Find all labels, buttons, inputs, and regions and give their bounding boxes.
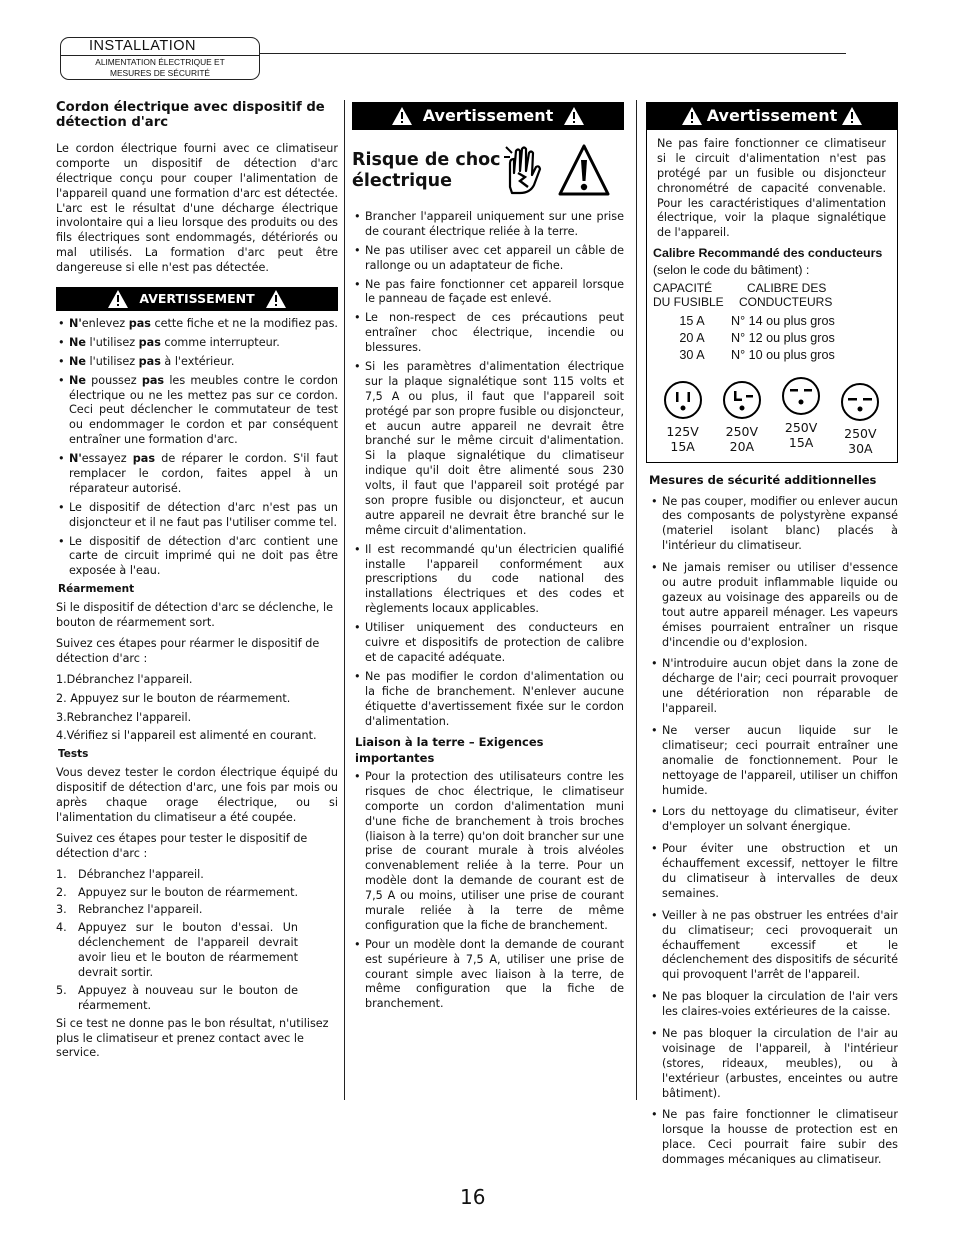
table-header-cell: CALIBRE DES [747,281,827,296]
list-item: • Brancher l'appareil uniquement sur une prise de courant électrique reliée à la terre. [352,210,624,240]
outlet-250v-20a: 250V 20A [714,380,770,456]
grounding-list [352,770,624,1012]
outlet-diagrams [653,380,890,456]
outlet-250v-15a: 250V 15A [773,376,829,456]
list-item: • Le dispositif de détection d'arc contient une carte de circuit imprimé qui ne doit pas être exposée à l'eau. [56,535,338,580]
list-item: • N'essayez pas de réparer le cordon. S'il faut remplacer le cordon, faites appel à un réparateur autorisé. [56,452,338,497]
outlet-250v-30a: 250V 30A [832,382,888,456]
conductor-box [646,130,898,463]
list-item: • Pour éviter une obstruction et un échauffement excessif, nettoyer le filtre du climatiseur à intervalles de deux semaines. [649,842,898,902]
section-subtitle-line2: MESURES DE SÉCURITÉ [109,68,211,78]
warning-triangle-icon [681,106,703,126]
list-item: • Ne pas bloquer la circulation de l'air vers les claires-voies extérieures de la caisse. [649,990,898,1020]
warning-label-col2: Avertissement [422,106,554,126]
list-item: • Ne poussez pas les meubles contre le cordon électrique ou ne les mettez pas sur ce cordon. Ceci peut déclencher le commutateur de test ou endommager le cordon et par conséquent entraîner une formation d'arc. [56,374,338,448]
danger-triangle-icon [558,144,610,198]
list-item: • Ne l'utilisez pas comme interrupteur. [56,336,338,351]
table-header-cell: CAPACITÉ [653,281,713,296]
outlet-icon [663,380,703,420]
list-item: • Ne pas faire fonctionner le climatiseur lorsque la housse de protection est en place. Ceci pourrait faire subir des dommages mécaniques au climatiseur. [649,1108,898,1168]
warning-label-col3: Avertissement [706,106,838,126]
table-row: 15 A N° 14 ou plus gros [679,314,835,329]
table-header-row [653,281,890,309]
column-divider-2 [636,100,637,1100]
conductor-table-title: Calibre Recommandé des conducteurs [653,246,883,261]
conductor-table-subtitle: (selon le code du bâtiment) : [653,263,810,278]
warning-triangle-icon [265,289,287,309]
list-item: • Ne pas bloquer la circulation de l'air au voisinage de l'appareil, à l'intérieur (stores, rideaux, meubles), ou à l'extérieur (arbustes, enceintes ou autre bâtiment). [649,1027,898,1101]
test-steps [56,868,338,1014]
tests-paragraph-2: Suivez ces étapes pour tester le dispositif de détection d'arc : [56,831,308,860]
reset-heading: Réarmement [58,583,135,596]
list-item: • Ne verser aucun liquide sur le climatiseur; ceci pourrait entraîner une anomalie de fonctionnement. Pour le nettoyage de l'appareil, utiliser un chiffon humide. [649,724,898,798]
list-item: • Ne jamais remiser ou utiliser d'essence ou autre produit inflammable liquide ou gazeux au voisinage des appareils ou de tout autre appareil ménager. Les vapeurs émises pourraient entraîner un risque d'incendie ou d'explosion. [649,561,898,650]
column-arc-cord [56,100,338,1067]
section-tab [60,37,260,81]
table-row: 30 A N° 10 ou plus gros [679,348,835,363]
arc-cord-title: Cordon électrique avec dispositif de détection d'arc [56,100,325,130]
list-item: • Ne pas utiliser avec cet appareil un câble de rallonge ou un adaptateur de fiche. [352,244,624,274]
list-item: 3.Rebranchez l'appareil. [56,710,192,724]
header-rule [260,53,846,54]
list-item: • Le dispositif de détection d'arc n'est pas un disjoncteur et il ne faut pas l'utiliser comme tel. [56,501,338,531]
column-protection [646,102,898,1175]
list-item: 1. Débranchez l'appareil. [56,867,204,881]
electric-shock-hand-icon [502,143,552,199]
extra-safety-heading: Mesures de sécurité additionnelles [649,473,877,488]
reset-paragraph-2: Suivez ces étapes pour réarmer le dispositif de détection d'arc : [56,637,320,665]
reset-steps [56,673,338,745]
list-item: • Lors du nettoyage du climatiseur, éviter d'employer un solvant énergique. [649,805,898,835]
list-item: • Il est recommandé qu'un électricien qualifié installe l'appareil conformément aux prescriptions du code national des installations électriques et des codes et règlements locaux applicables. [352,543,624,617]
table-header-cell: DU FUSIBLE [653,295,724,310]
list-item: 4.Vérifiez si l'appareil est alimenté en courant. [56,729,317,743]
tests-heading: Tests [58,748,89,761]
reset-paragraph-1: Si le dispositif de détection d'arc se déclenche, le bouton de réarmement sort. [56,601,333,630]
list-item: 2. Appuyez sur le bouton de réarmement. [56,691,291,705]
grounding-heading: Liaison à la terre – Exigences importantes [355,735,544,765]
list-item: • N'enlevez pas cette fiche et ne la modifiez pas. [56,317,338,332]
list-item: 3. Rebranchez l'appareil. [56,903,203,917]
conductor-table [653,281,890,364]
conductor-intro: Ne pas faire fonctionner ce climatiseur si le circuit d'alimentation n'est pas protégé par un fusible ou disjoncteur chronométré de capacité convenable. Pour les caractéristiques d'alimentation électrique, voir la plaque signalétique de l'appareil. [657,137,886,240]
arc-warning-list [56,317,338,579]
list-item: 1.Débranchez l'appareil. [56,672,193,686]
arc-cord-intro: Le cordon électrique fourni avec ce climatiseur comporte un dispositif de détection d'arc électrique conçu pour couper l'alimentation de l'appareil quand une formation d'arc est détectée. L'arc est le résultat d'une décharge électrique involontaire qui a lieu lorsque des produits ou des fils électriques sont endommagés, détériorés ou mal utilisés. La formation d'arc peut être dangereuse si elle n'est pas détectée. [56,142,338,275]
list-item: • Ne pas faire fonctionner cet appareil lorsque le panneau de façade est enlevé. [352,278,624,308]
shock-risk-list [352,210,624,729]
warning-triangle-icon [563,106,585,126]
list-item: • Veiller à ne pas obstruer les entrées d'air du climatiseur; ceci provoquerait un échauffement excessif et le déclenchement des dispositifs de sécurité qui provoquent l'arrêt de l'appareil. [649,909,898,983]
section-subtitle-line1: ALIMENTATION ÉLECTRIQUE ET [95,57,225,67]
section-title: INSTALLATION [60,37,260,55]
list-item: • Ne l'utilisez pas à l'extérieur. [56,355,338,370]
warning-bar-col1 [56,287,338,311]
list-item: 2. Appuyez sur le bouton de réarmement. [56,885,299,899]
outlet-icon [722,380,762,420]
list-item: 4. Appuyez sur le bouton d'essai. Un déclenchement de l'appareil devrait avoir lieu et le bouton de réarmement devrait sortir. [56,921,298,979]
list-item: • Pour la protection des utilisateurs contre les risques de choc électrique, le climatiseur comporte un cordon d'alimentation muni d'une fiche de branchement à trois broches (liaison à la terre) qu'on doit brancher sur une prise de courant murale à trois alvéoles convenablement reliée à la terre. Pour un modèle dont la demande de courant est de 7,5 A ou moins, utiliser une prise de courant murale reliée à la terre de même configuration que la fiche de branchement. [352,770,624,934]
outlet-125v-15a: 125V 15A [655,380,711,456]
list-item: • N'introduire aucun objet dans la zone de décharge de l'air; ceci pourrait provoquer une détérioration non réparable de l'appareil. [649,657,898,717]
list-item: • Si les paramètres d'alimentation électrique sur la plaque signalétique sont 115 volts et 7,5 A ou plus, il faut que l'appareil soit protégé par son propre fusible ou disjoncteur, et aucun autre appareil ne devrait être branché sur le même circuit d'alimentation. Si la plaque signalétique du climatiseur indique qu'il doit être alimenté sous 230 volts, il faut que l'appareil soit protégé par son propre fusible ou disjoncteur, et aucun autre appareil ne devrait être branché sur le même circuit d'alimentation. [352,360,624,539]
list-item: • Le non-respect de ces précautions peut entraîner choc électrique, incendie ou blessures. [352,311,624,356]
table-header-cell: CONDUCTEURS [739,295,833,310]
outlet-icon [781,376,821,416]
tests-closing: Si ce test ne donne pas le bon résultat, n'utilisez plus le climatiseur et prenez contact avec le service. [56,1016,329,1060]
warning-triangle-icon [841,106,863,126]
extra-safety-list [646,495,898,1169]
page-number: 16 [460,1185,486,1209]
shock-risk-header [352,136,624,206]
outlet-icon [840,382,880,422]
table-row: 20 A N° 12 ou plus gros [679,331,835,346]
tests-paragraph-1: Vous devez tester le cordon électrique équipé du dispositif de détection d'arc, une fois par mois ou après chaque orage électrique, ou si l'alimentation du climatiseur a été coupée. [56,766,338,824]
warning-triangle-icon [391,106,413,126]
section-subtitle [60,55,260,80]
list-item: 5. Appuyez à nouveau sur le bouton de réarmement. [56,983,298,1012]
column-divider-1 [344,100,345,1100]
warning-triangle-icon [107,289,129,309]
list-item: • Ne pas couper, modifier ou enlever aucun des composants de polystyrène expansé (materiel isolant blanc) placés à l'intérieur du climatiseur. [649,495,898,555]
list-item: • Ne pas modifier le cordon d'alimentation ou la fiche de branchement. N'enlever aucune étiquette d'avertissement fixée sur le cordon d'alimentation. [352,670,624,730]
shock-risk-title: Risque de choc électrique [352,150,501,191]
warning-label-col1: AVERTISSEMENT [139,290,255,306]
warning-bar-col3 [646,102,898,130]
warning-bar-col2 [352,102,624,130]
column-shock-risk [352,102,624,1018]
list-item: • Utiliser uniquement des conducteurs en cuivre et dispositifs de protection de calibre et de capacité adéquate. [352,621,624,666]
list-item: • Pour un modèle dont la demande de courant est supérieure à 7,5 A, utiliser une prise de courant simple avec liaison à la terre, de même configuration que la fiche de branchement. [352,938,624,1012]
